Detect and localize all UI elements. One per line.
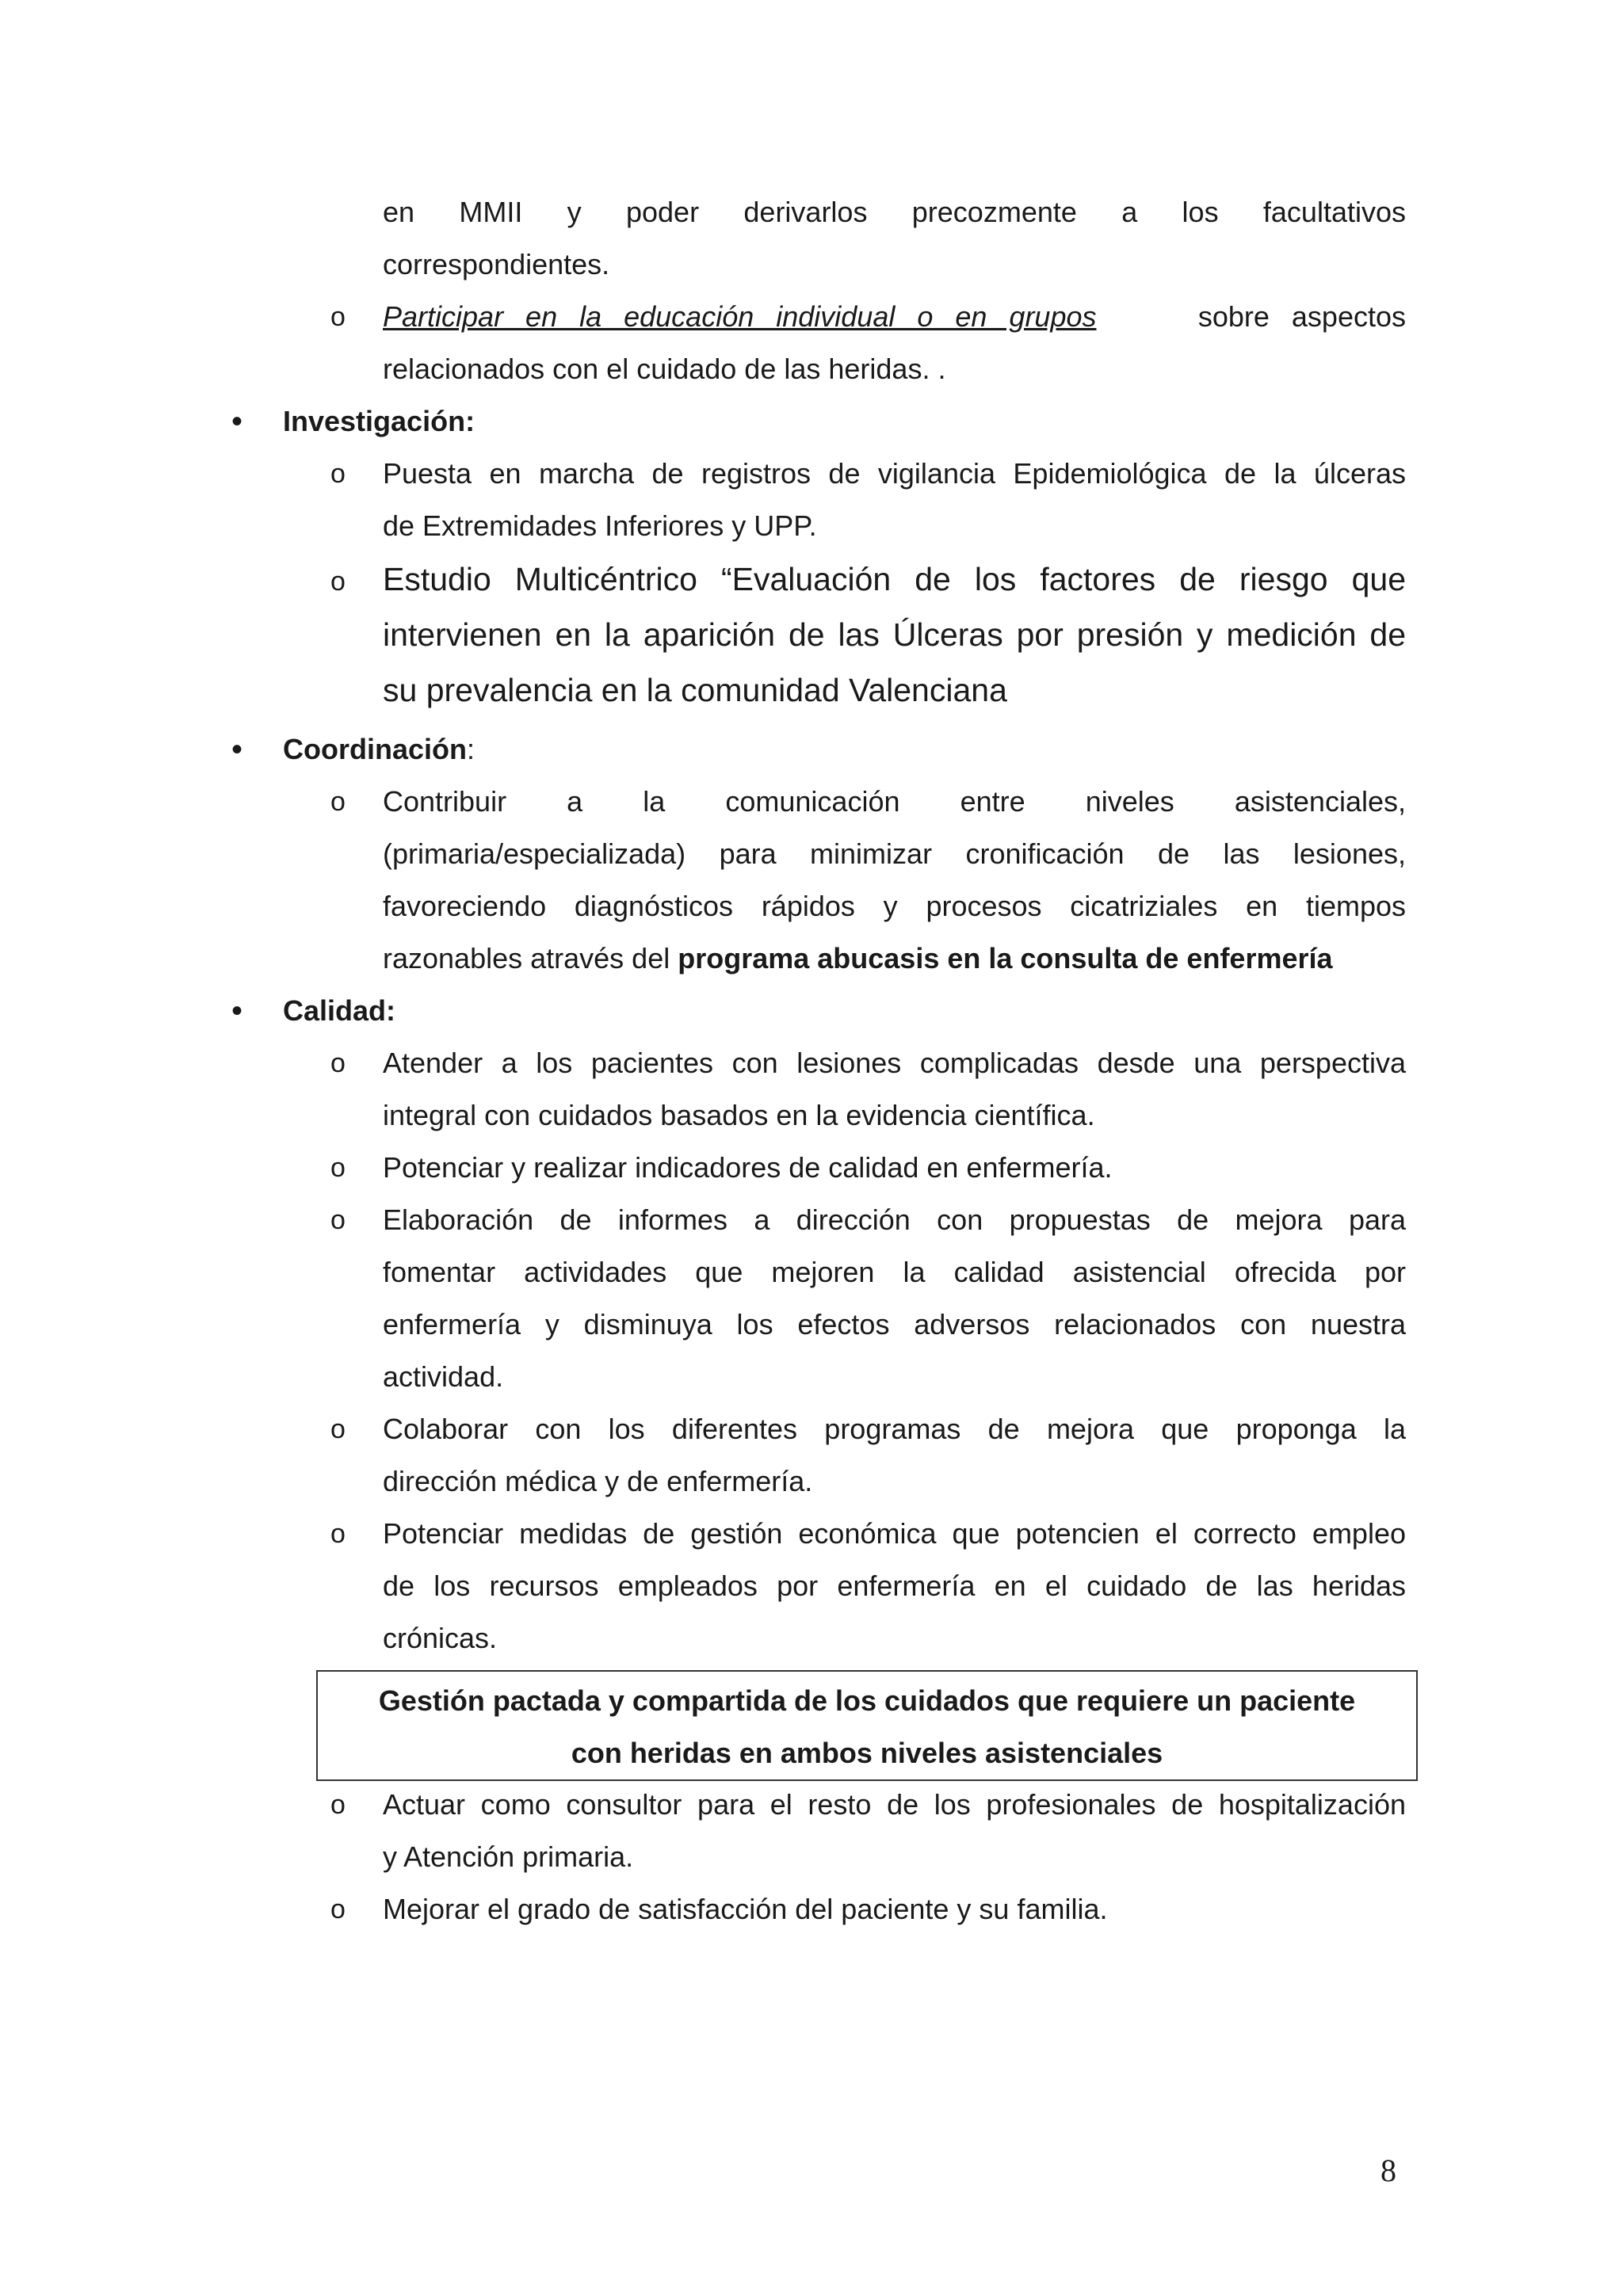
- coordinacion-item1-line-1: Contribuir a la comunicación entre niveles asistenciales,: [383, 785, 1406, 818]
- calidad-item4-line-2: dirección médica y de enfermería.: [383, 1465, 813, 1497]
- boxed-heading-line-2: con heridas en ambos niveles asistenciales: [571, 1737, 1163, 1769]
- sub-bullet: o: [330, 566, 346, 597]
- section-heading-calidad: Calidad:: [283, 994, 396, 1027]
- section-heading-investigacion: Investigación:: [283, 405, 475, 437]
- calidad-item1-line-2: integral con cuidados basados en la evidencia científica.: [383, 1099, 1095, 1131]
- sub-bullet: o: [330, 1894, 346, 1924]
- section-heading-coordinacion: [283, 732, 475, 767]
- main-bullet: •: [231, 994, 243, 1028]
- page-number: 8: [1381, 2153, 1396, 2188]
- sub-bullet: o: [330, 1048, 346, 1078]
- sub-bullet: o: [330, 459, 346, 489]
- calidad-item5-line-2: de los recursos empleados por enfermería en el cuidado de las heridas: [383, 1569, 1406, 1602]
- education-line-1: [383, 299, 1406, 334]
- sub-bullet: o: [330, 1519, 346, 1549]
- boxed-heading: [316, 1670, 1418, 1781]
- intro-line-2: correspondientes.: [383, 248, 610, 280]
- calidad-item5-line-3: crónicas.: [383, 1622, 498, 1654]
- after-item2-line-1: Mejorar el grado de satisfacción del paciente y su familia.: [383, 1893, 1108, 1925]
- coordinacion-colon: :: [467, 733, 475, 765]
- coordinacion-item1-line-2: (primaria/especializada) para minimizar cronificación de las lesiones,: [383, 837, 1406, 870]
- sub-bullet: o: [330, 1205, 346, 1235]
- sub-bullet: o: [330, 302, 346, 332]
- calidad-item3-line-2: fomentar actividades que mejoren la calidad asistencial ofrecida por: [383, 1256, 1406, 1288]
- after-item1-line-1: Actuar como consultor para el resto de los profesionales de hospitalización: [383, 1788, 1406, 1821]
- investigacion-item1-line-1: Puesta en marcha de registros de vigilancia Epidemiológica de la úlceras: [383, 457, 1406, 490]
- sub-bullet: o: [330, 1414, 346, 1444]
- sub-bullet: o: [330, 787, 346, 817]
- education-link[interactable]: Participar en la educación individual o en grupos: [383, 300, 1097, 333]
- investigacion-item1-line-2: de Extremidades Inferiores y UPP.: [383, 509, 817, 542]
- calidad-item5-line-1: Potenciar medidas de gestión económica que potencien el correcto empleo: [383, 1517, 1406, 1550]
- intro-line-1: en MMII y poder derivarlos precozmente a los facultativos: [383, 196, 1406, 228]
- coordinacion-line4-bold: programa abucasis en la consulta de enfermería: [678, 942, 1333, 974]
- boxed-heading-line-1: Gestión pactada y compartida de los cuidados que requiere un paciente: [378, 1684, 1356, 1717]
- investigacion-item2-line-2: intervienen en la aparición de las Úlceras por presión y medición de: [383, 616, 1406, 653]
- investigacion-item2-line-1: Estudio Multicéntrico “Evaluación de los factores de riesgo que: [383, 561, 1406, 597]
- sub-bullet: o: [330, 1790, 346, 1820]
- education-line-2: relacionados con el cuidado de las heridas. .: [383, 353, 946, 385]
- calidad-item1-line-1: Atender a los pacientes con lesiones complicadas desde una perspectiva: [383, 1047, 1406, 1079]
- coordinacion-heading-text: Coordinación: [283, 733, 467, 765]
- education-rest: sobre aspectos: [1197, 300, 1406, 333]
- coordinacion-line4-plain: razonables através del: [383, 942, 678, 974]
- investigacion-item2-line-3: su prevalencia en la comunidad Valenciana: [383, 672, 1007, 708]
- coordinacion-item1-line-3: favoreciendo diagnósticos rápidos y procesos cicatriziales en tiempos: [383, 890, 1406, 922]
- calidad-item2-line-1: Potenciar y realizar indicadores de calidad en enfermería.: [383, 1151, 1113, 1184]
- main-bullet: •: [231, 732, 243, 767]
- sub-bullet: o: [330, 1153, 346, 1183]
- calidad-item3-line-3: enfermería y disminuya los efectos adversos relacionados con nuestra: [383, 1308, 1406, 1341]
- calidad-item3-line-4: actividad.: [383, 1360, 504, 1393]
- calidad-item4-line-1: Colaborar con los diferentes programas de mejora que proponga la: [383, 1413, 1406, 1445]
- calidad-item3-line-1: Elaboración de informes a dirección con propuestas de mejora para: [383, 1203, 1406, 1236]
- coordinacion-item1-line-4: [383, 941, 1333, 976]
- main-bullet: •: [231, 404, 243, 439]
- after-item1-line-2: y Atención primaria.: [383, 1840, 634, 1873]
